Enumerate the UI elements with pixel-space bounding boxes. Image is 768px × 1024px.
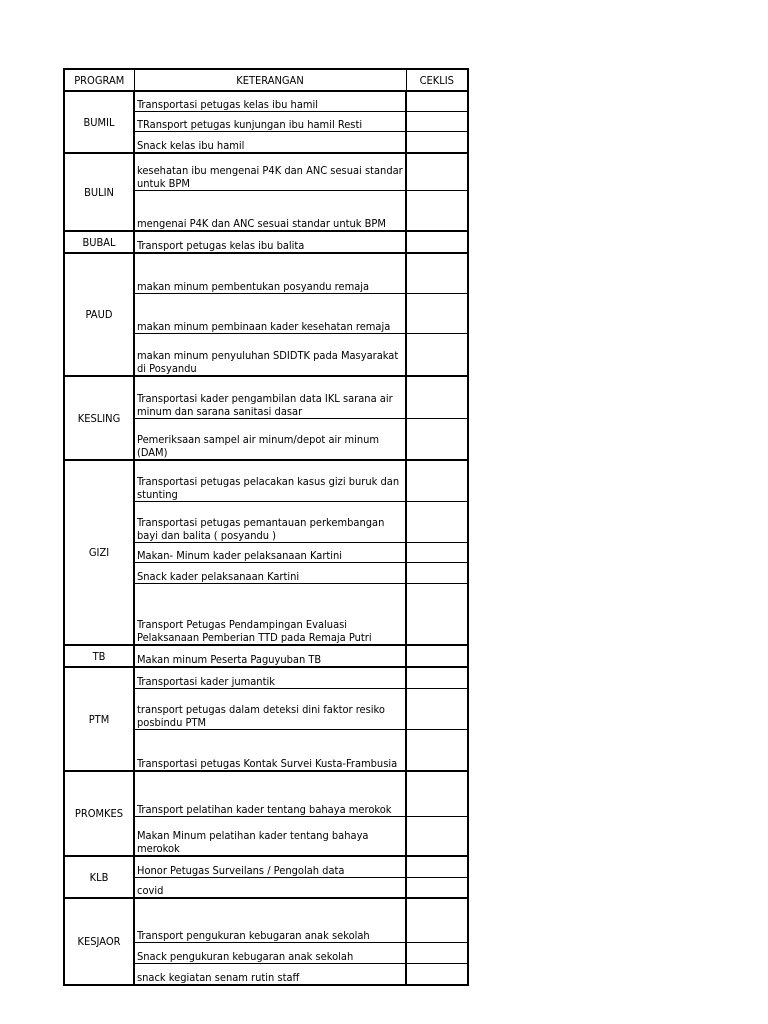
ceklis-checkbox-cell[interactable] (406, 294, 468, 334)
keterangan-cell: TRansport petugas kunjungan ibu hamil Resti (134, 112, 406, 132)
ceklis-checkbox-cell[interactable] (406, 419, 468, 461)
keterangan-cell: covid (134, 878, 406, 899)
ceklis-checkbox-cell[interactable] (406, 667, 468, 689)
table-row (64, 253, 468, 294)
ceklis-checkbox-cell[interactable] (406, 112, 468, 132)
program-cell: TB (64, 645, 134, 667)
ceklis-checkbox-cell[interactable] (406, 231, 468, 253)
keterangan-cell: Makan- Minum kader pelaksanaan Kartini (134, 543, 406, 563)
ceklis-checkbox-cell[interactable] (406, 878, 468, 899)
keterangan-cell: mengenai P4K dan ANC sesuai standar untuk BPM (134, 191, 406, 232)
ceklis-checkbox-cell[interactable] (406, 856, 468, 878)
keterangan-cell: Transportasi kader pengambilan data IKL sarana air minum dan sarana sanitasi dasar (134, 376, 406, 419)
keterangan-cell: Transport pelatihan kader tentang bahaya merokok (134, 771, 406, 817)
program-cell: GIZI (64, 460, 134, 645)
ceklis-checkbox-cell[interactable] (406, 730, 468, 772)
keterangan-cell: Transportasi petugas pemantauan perkembangan bayi dan balita ( posyandu ) (134, 502, 406, 543)
keterangan-cell: Snack pengukuran kebugaran anak sekolah (134, 943, 406, 964)
ceklis-checkbox-cell[interactable] (406, 563, 468, 584)
ceklis-checkbox-cell[interactable] (406, 334, 468, 377)
keterangan-cell: kesehatan ibu mengenai P4K dan ANC sesuai standar untuk BPM (134, 153, 406, 191)
ceklis-checkbox-cell[interactable] (406, 771, 468, 817)
keterangan-cell: transport petugas dalam deteksi dini faktor resiko posbindu PTM (134, 689, 406, 730)
ceklis-checkbox-cell[interactable] (406, 584, 468, 646)
program-checklist-table (63, 68, 469, 986)
checklist-sheet (63, 68, 467, 986)
keterangan-cell: Snack kader pelaksanaan Kartini (134, 563, 406, 584)
keterangan-cell: snack kegiatan senam rutin staff (134, 964, 406, 986)
keterangan-cell: Transport pengukuran kebugaran anak sekolah (134, 898, 406, 943)
keterangan-cell: makan minum penyuluhan SDIDTK pada Masyarakat di Posyandu (134, 334, 406, 377)
table-row (64, 460, 468, 502)
table-row (64, 376, 468, 419)
ceklis-checkbox-cell[interactable] (406, 132, 468, 154)
table-row (64, 667, 468, 689)
keterangan-cell: makan minum pembinaan kader kesehatan remaja (134, 294, 406, 334)
table-row (64, 898, 468, 943)
program-cell: KESLING (64, 376, 134, 460)
keterangan-cell: Snack kelas ibu hamil (134, 132, 406, 154)
program-cell: BULIN (64, 153, 134, 231)
table-row (64, 645, 468, 667)
program-cell: BUBAL (64, 231, 134, 253)
program-cell: KLB (64, 856, 134, 898)
keterangan-cell: Honor Petugas Surveilans / Pengolah data (134, 856, 406, 878)
table-row (64, 91, 468, 112)
ceklis-checkbox-cell[interactable] (406, 502, 468, 543)
header-keterangan: KETERANGAN (134, 69, 406, 91)
table-row (64, 153, 468, 191)
ceklis-checkbox-cell[interactable] (406, 689, 468, 730)
keterangan-cell: Transport petugas kelas ibu balita (134, 231, 406, 253)
ceklis-checkbox-cell[interactable] (406, 253, 468, 294)
header-program: PROGRAM (64, 69, 134, 91)
program-cell: KESJAOR (64, 898, 134, 985)
ceklis-checkbox-cell[interactable] (406, 91, 468, 112)
ceklis-checkbox-cell[interactable] (406, 964, 468, 986)
program-cell: PROMKES (64, 771, 134, 856)
header-ceklis: CEKLIS (406, 69, 468, 91)
keterangan-cell: Pemeriksaan sampel air minum/depot air minum (DAM) (134, 419, 406, 461)
program-cell: PAUD (64, 253, 134, 376)
keterangan-cell: Transport Petugas Pendampingan Evaluasi Pelaksanaan Pemberian TTD pada Remaja Putri (134, 584, 406, 646)
keterangan-cell: Makan Minum pelatihan kader tentang bahaya merokok (134, 817, 406, 857)
ceklis-checkbox-cell[interactable] (406, 898, 468, 943)
table-row (64, 231, 468, 253)
table-row (64, 856, 468, 878)
table-row (64, 771, 468, 817)
ceklis-checkbox-cell[interactable] (406, 645, 468, 667)
header-row (64, 69, 468, 91)
keterangan-cell: Transportasi petugas Kontak Survei Kusta-Frambusia (134, 730, 406, 772)
keterangan-cell: Transportasi kader jumantik (134, 667, 406, 689)
keterangan-cell: Makan minum Peserta Paguyuban TB (134, 645, 406, 667)
ceklis-checkbox-cell[interactable] (406, 460, 468, 502)
ceklis-checkbox-cell[interactable] (406, 153, 468, 191)
keterangan-cell: makan minum pembentukan posyandu remaja (134, 253, 406, 294)
ceklis-checkbox-cell[interactable] (406, 943, 468, 964)
ceklis-checkbox-cell[interactable] (406, 543, 468, 563)
program-cell: PTM (64, 667, 134, 771)
ceklis-checkbox-cell[interactable] (406, 817, 468, 857)
ceklis-checkbox-cell[interactable] (406, 191, 468, 232)
ceklis-checkbox-cell[interactable] (406, 376, 468, 419)
program-cell: BUMIL (64, 91, 134, 153)
keterangan-cell: Transportasi petugas kelas ibu hamil (134, 91, 406, 112)
keterangan-cell: Transportasi petugas pelacakan kasus gizi buruk dan stunting (134, 460, 406, 502)
